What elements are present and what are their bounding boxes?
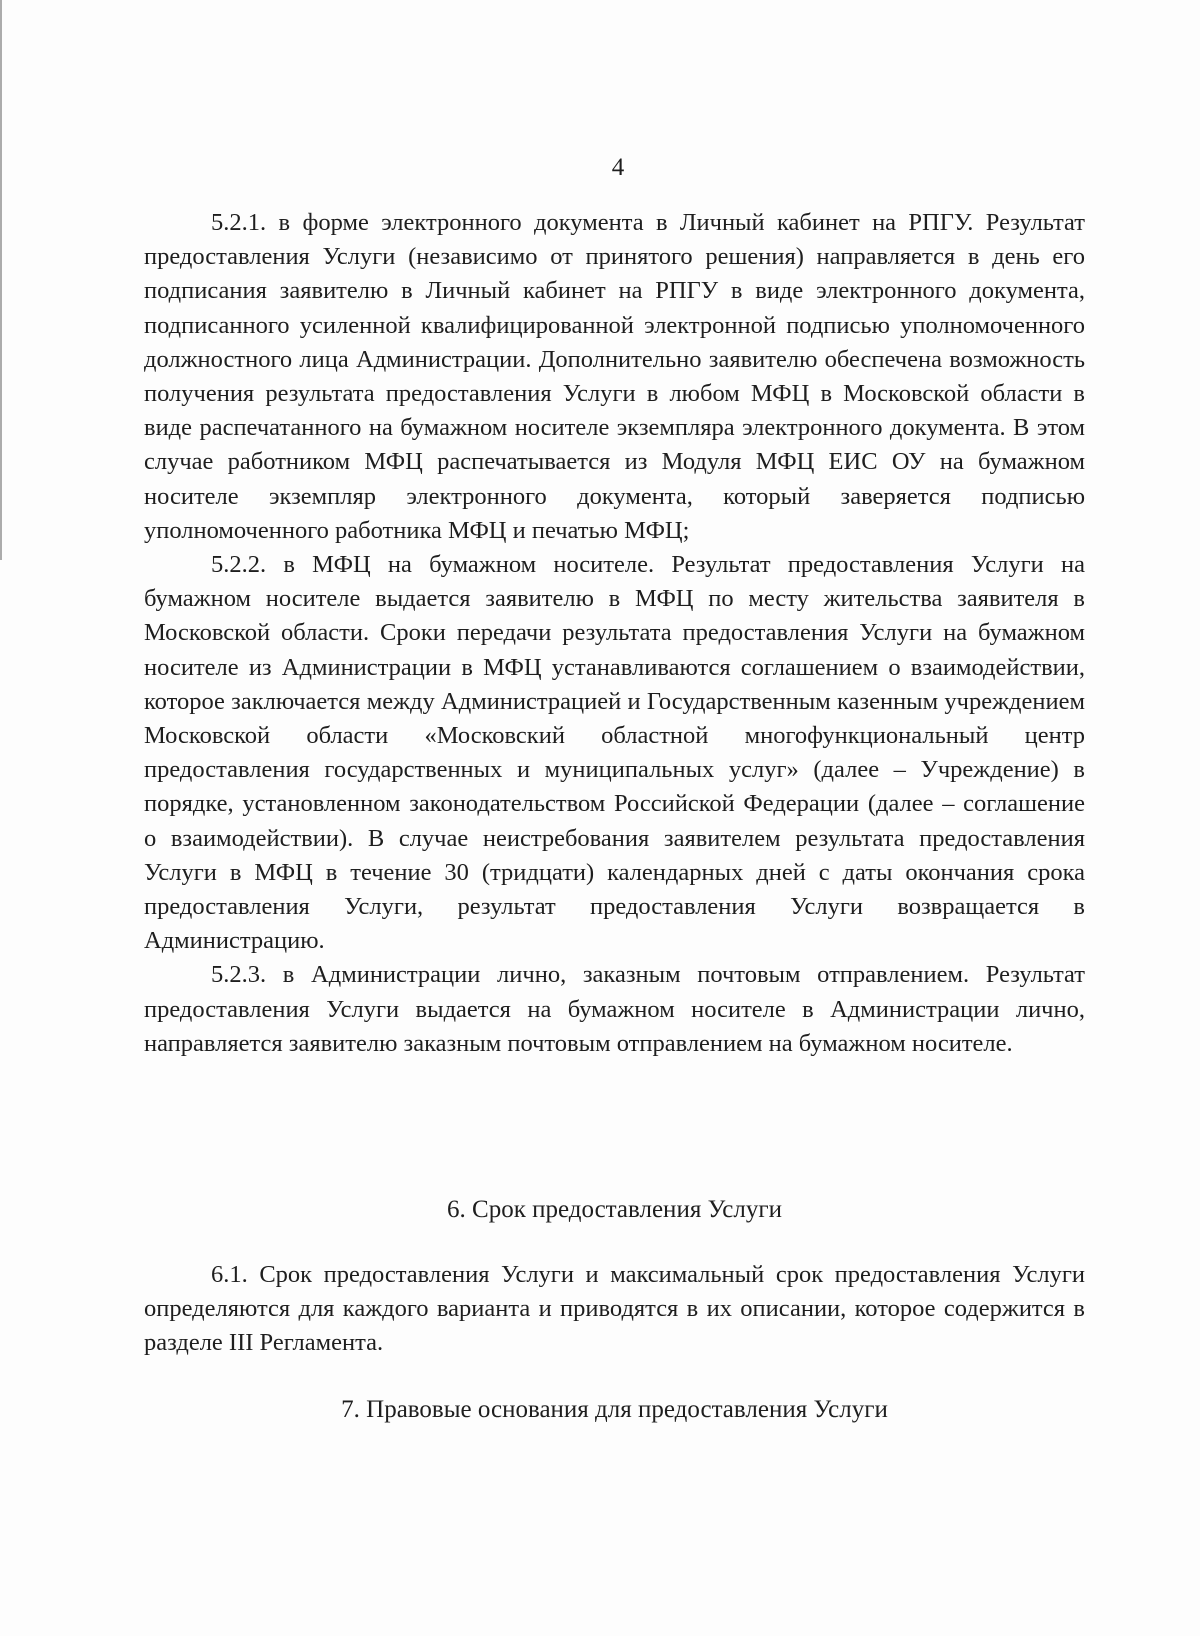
section-6-body <box>144 1258 1085 1361</box>
paragraph-5-2-3: 5.2.3. в Администрации лично, заказным почтовым отправлением. Результат предоставления Услуги выдается на бумажном носителе в Администрации лично, направляется заявителю заказным почтовым отправлением на бумажном носителе. <box>144 961 1085 1057</box>
section-6-heading: 6. Срок предоставления Услуги <box>447 1196 782 1223</box>
paragraph-5-2-2: 5.2.2. в МФЦ на бумажном носителе. Результат предоставления Услуги на бумажном носителе выдается заявителю в МФЦ по месту жительства заявителя в Московской области. Сроки передачи результата предоставления Услуги на бумажном носителе из Администрации в МФЦ устанавливаются соглашением о взаимодействии, которое заключается между Администрацией и Государственным казенным учреждением Московской области «Московский областной многофункциональный центр предоставления государственных и муниципальных услуг» (далее – Учреждение) в порядке, установленном законодательством Российской Федерации (далее – соглашение о взаимодействии). В случае неистребования заявителем результата предоставления Услуги в МФЦ в течение 30 (тридцати) календарных дней с даты окончания срока предоставления Услуги, результат предоставления Услуги возвращается в Администрацию. <box>144 551 1085 955</box>
paragraph-6-1: 6.1. Срок предоставления Услуги и максимальный срок предоставления Услуги определяются для каждого варианта и приводятся в их описании, которое содержится в разделе III Регламента. <box>144 1261 1085 1357</box>
page-number: 4 <box>611 154 625 181</box>
paragraph-5-2-1: 5.2.1. в форме электронного документа в Личный кабинет на РПГУ. Результат предоставления Услуги (независимо от принятого решения) направляется в день его подписания заявителю в Личный кабинет на РПГУ в виде электронного документа, подписанного усиленной квалифицированной электронной подписью уполномоченного должностного лица Администрации. Дополнительно заявителю обеспечена возможность получения результата предоставления Услуги в любом МФЦ в Московской области в виде распечатанного на бумажном носителе экземпляра электронного документа. В этом случае работником МФЦ распечатывается из Модуля МФЦ ЕИС ОУ на бумажном носителе экземпляр электронного документа, который заверяется подписью уполномоченного работника МФЦ и печатью МФЦ; <box>144 209 1085 544</box>
section-5-body <box>144 206 1085 1061</box>
section-7-heading: 7. Правовые основания для предоставления Услуги <box>341 1396 888 1423</box>
scan-edge-line <box>0 0 9 560</box>
